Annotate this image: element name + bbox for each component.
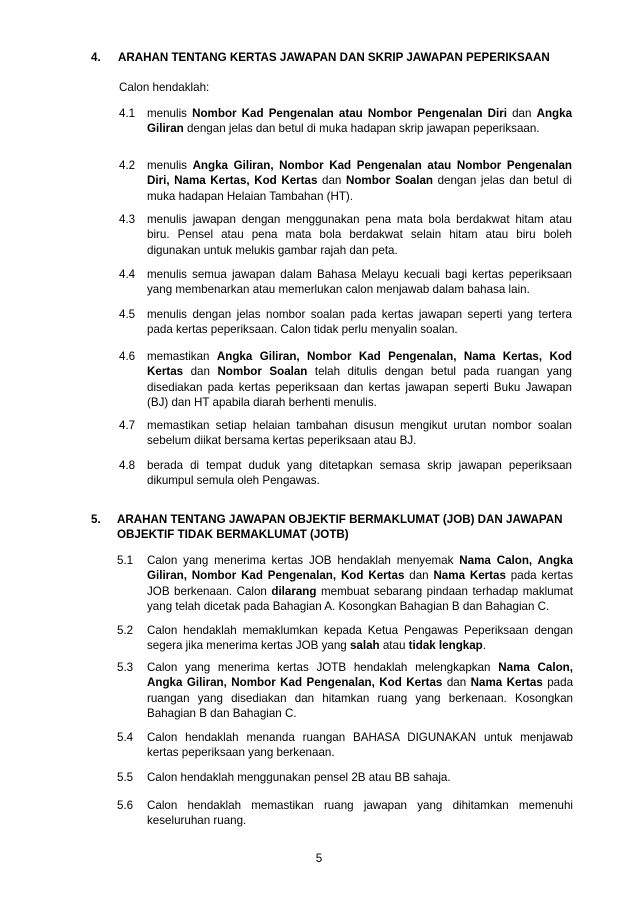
section-5-number: 5.	[91, 513, 101, 526]
item-text	[147, 106, 572, 137]
text-run: Calon hendaklah memastikan ruang jawapan yang dihitamkan memenuhi keseluruhan ruang.	[147, 799, 573, 828]
item-number: 5.5	[117, 771, 134, 784]
text-run: dengan jelas dan betul di muka hadapan skrip jawapan peperiksaan.	[183, 122, 540, 136]
item-number: 4.4	[119, 268, 136, 281]
item-text	[147, 798, 573, 829]
bold-text: Angka Giliran, Nombor Kad Pengenalan, Nama Kertas, Kod Kertas	[147, 350, 573, 379]
text-run: Calon hendaklah menggunakan pensel 2B atau BB sahaja.	[147, 771, 451, 784]
bold-text: Nama Calon, Angka Giliran, Nombor Kad Pengenalan, Kod Kertas	[147, 661, 573, 690]
text-run: atau	[379, 639, 409, 653]
text-run: dan	[404, 569, 434, 583]
item-text	[147, 307, 572, 338]
section-5-title: ARAHAN TENTANG JAWAPAN OBJEKTIF BERMAKLUMAT (JOB) DAN JAWAPAN OBJEKTIF TIDAK BERMAKLUMAT (JOTB)	[117, 513, 563, 541]
text-run: Calon hendaklah memaklumkan kepada Ketua Pengawas Peperiksaan dengan segera jika menerima kertas JOB yang	[147, 624, 573, 653]
text-run: Calon yang menerima kertas JOTB hendaklah melengkapkan	[147, 661, 499, 674]
text-run: dan	[442, 676, 471, 690]
item-text	[147, 158, 572, 204]
section-4-intro: Calon hendaklah:	[119, 81, 210, 94]
bold-text: dilarang	[271, 584, 317, 598]
item-text	[147, 770, 573, 785]
text-run: dan	[506, 107, 537, 120]
item-text	[147, 418, 572, 449]
text-run: telah ditulis dengan betul pada ruangan yang disediakan pada kertas peperiksaan dan kertas jawapan seperti Buku Jawapan (BJ) dan HT apabila diarah berhenti menulis.	[147, 365, 572, 409]
bold-text: Nombor Soalan	[217, 365, 308, 379]
item-number: 4.2	[119, 159, 136, 172]
item-number: 4.3	[119, 213, 136, 226]
item-number: 4.5	[119, 308, 136, 321]
item-number: 4.6	[119, 350, 136, 363]
item-text	[147, 660, 573, 721]
section-4-title: ARAHAN TENTANG KERTAS JAWAPAN DAN SKRIP JAWAPAN PEPERIKSAAN	[118, 51, 550, 64]
text-run: berada di tempat duduk yang ditetapkan semasa skrip jawapan peperiksaan dikumpul semula oleh Pengawas.	[147, 459, 572, 488]
item-number: 4.1	[119, 107, 136, 120]
text-run: pada ruangan yang disediakan dan hitamkan ruang yang berkenaan. Kosongkan Bahagian B dan Bahagian C.	[147, 676, 574, 720]
item-text	[147, 730, 573, 761]
bold-text: Nama Kertas	[433, 569, 506, 583]
bold-text: Nombor Kad Pengenalan atau Nombor Pengenalan Diri	[192, 107, 507, 120]
text-run: pada kertas JOB berkenaan. Calon	[147, 569, 573, 598]
text-run: Calon hendaklah menanda ruangan BAHASA DIGUNAKAN untuk menjawab kertas peperiksaan yang berkenaan.	[147, 731, 573, 760]
bold-text: Angka Giliran	[147, 107, 573, 136]
item-number: 4.8	[119, 459, 136, 472]
item-text	[147, 267, 572, 298]
text-run: menulis jawapan dengan menggunakan pena mata bola berdakwat hitam atau biru. Pensel atau pena mata bola berdakwat selain hitam atau biru boleh digunakan untuk melukis gambar rajah dan peta.	[147, 213, 572, 257]
bold-text: salah	[349, 639, 380, 653]
item-text	[147, 458, 572, 489]
text-run: menulis dengan jelas nombor soalan pada kertas jawapan seperti yang tertera pada kertas peperiksaan. Calon tidak perlu menyalin soalan.	[147, 308, 572, 337]
text-run: Calon yang menerima kertas JOB hendaklah menyemak	[147, 554, 460, 567]
item-text	[147, 553, 573, 614]
bold-text: Nombor Soalan	[345, 174, 433, 188]
text-run: dan	[183, 365, 218, 379]
section-4-number: 4.	[91, 51, 101, 64]
item-number: 4.7	[119, 419, 136, 432]
text-run: membuat sebarang pindaan terhadap maklumat yang telah dicetak pada Bahagian A. Kosongkan Bahagian B dan Bahagian C.	[147, 584, 573, 613]
item-text	[147, 349, 572, 410]
item-number: 5.4	[117, 731, 134, 744]
text-run: .	[482, 639, 486, 653]
text-run: menulis	[147, 107, 193, 120]
text-run: menulis semua jawapan dalam Bahasa Melayu kecuali bagi kertas peperiksaan yang membenarkan atau memerlukan calon menjawab dalam bahasa lain.	[147, 268, 572, 297]
bold-text: Angka Giliran, Nombor Kad Pengenalan atau Nombor Pengenalan Diri, Nama Kertas, Kod Kertas	[147, 159, 572, 188]
bold-text: tidak lengkap	[408, 639, 483, 653]
bold-text: Nama Kertas	[470, 676, 543, 690]
text-run: dengan jelas dan betul di muka hadapan Helaian Tambahan (HT).	[147, 174, 572, 203]
bold-text: Nama Calon, Angka Giliran, Nombor Kad Pengenalan, Kod Kertas	[147, 554, 573, 583]
text-run: menulis	[147, 159, 193, 172]
item-number: 5.1	[117, 554, 134, 567]
item-number: 5.3	[117, 661, 134, 674]
text-run: dan	[317, 174, 346, 188]
item-number: 5.6	[117, 799, 134, 812]
page-number: 5	[315, 852, 323, 865]
text-run: memastikan setiap helaian tambahan disusun mengikut urutan nombor soalan sebelum diikat bersama kertas peperiksaan atau BJ.	[147, 419, 572, 448]
item-number: 5.2	[117, 624, 134, 637]
text-run: memastikan	[147, 350, 217, 363]
item-text	[147, 623, 573, 654]
item-text	[147, 212, 572, 258]
